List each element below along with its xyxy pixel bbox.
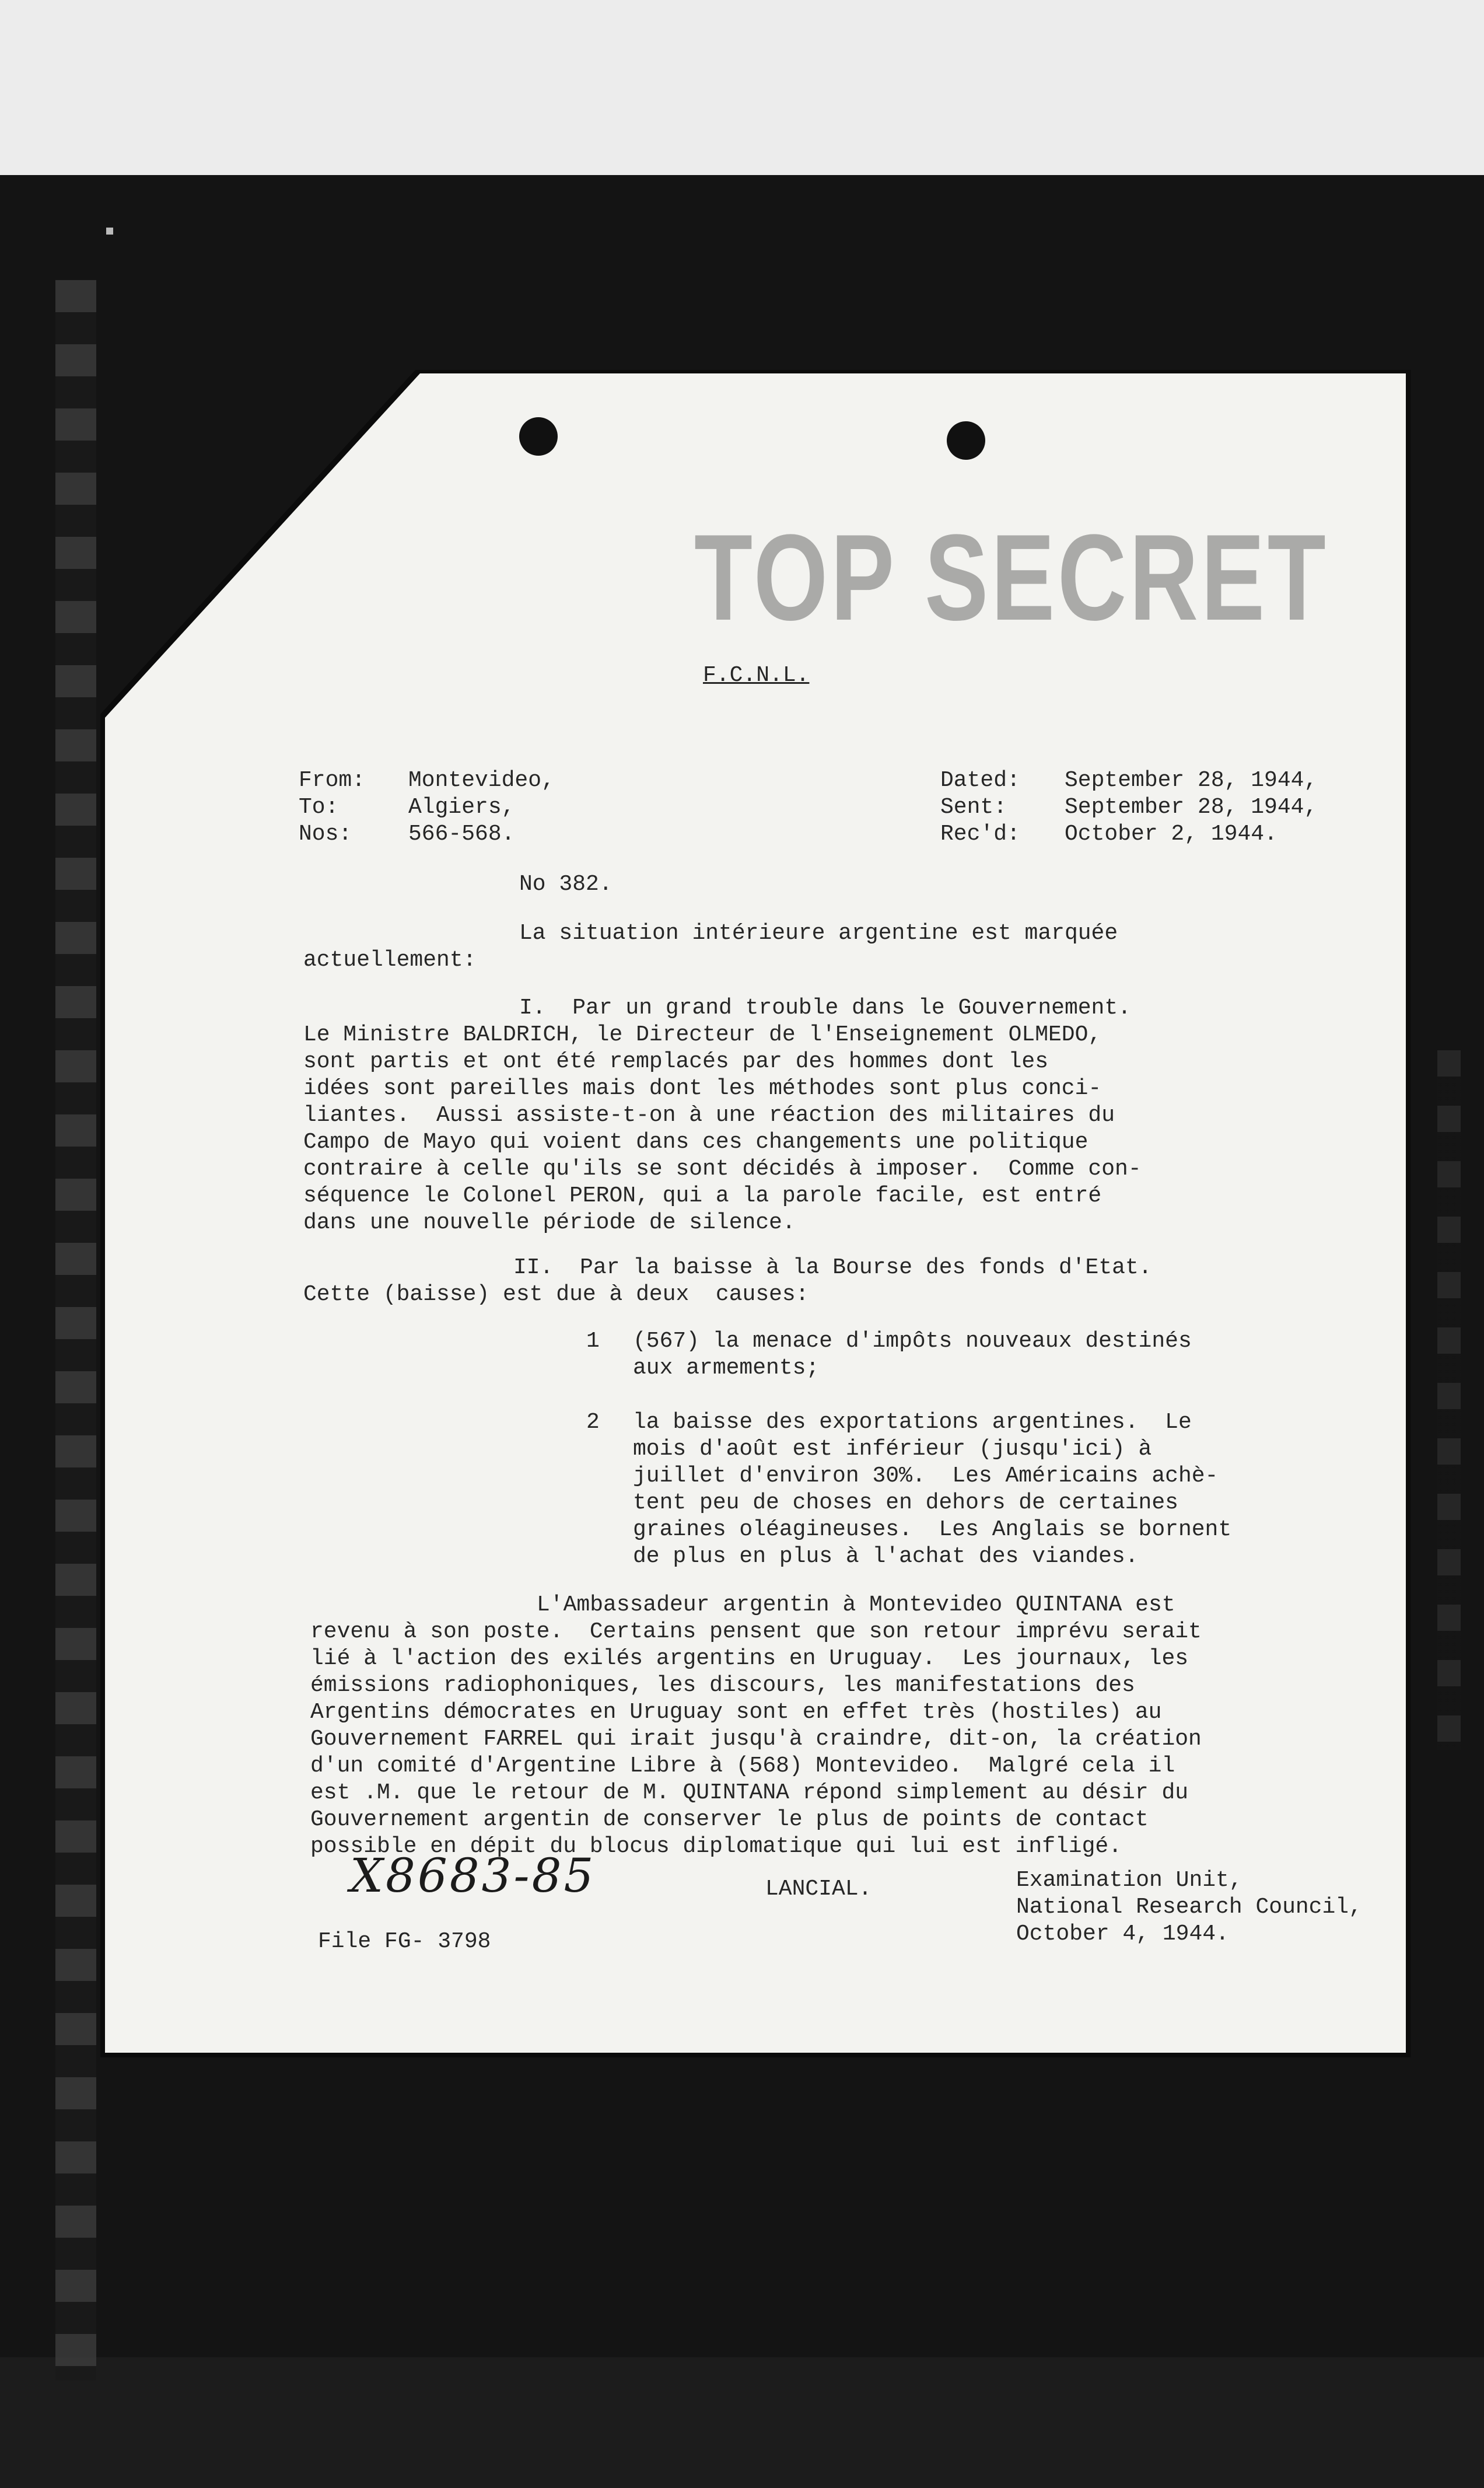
cause2-line: de plus en plus à l'achat des viandes. xyxy=(633,1544,1139,1569)
nos-label: Nos: xyxy=(299,822,352,847)
org-heading: F.C.N.L. xyxy=(703,663,810,688)
examiner-line: Examination Unit, xyxy=(1016,1868,1242,1893)
section1-line: idées sont pareilles mais dont les méthodes sont plus conci- xyxy=(303,1076,1102,1101)
nos-value: 566-568. xyxy=(408,822,515,847)
section2-line: Cette (baisse) est due à deux causes: xyxy=(303,1282,809,1307)
section1-line: I. Par un grand trouble dans le Gouvernement. xyxy=(519,995,1131,1021)
top-secret-stamp: TOP SECRET xyxy=(694,509,1329,646)
section1-line: dans une nouvelle période de silence. xyxy=(303,1210,796,1235)
closing-line: d'un comité d'Argentine Libre à (568) Montevideo. Malgré cela il xyxy=(310,1753,1175,1778)
closing-line: Gouvernement argentin de conserver le plus de points de contact xyxy=(310,1807,1149,1832)
cause1-line: (567) la menace d'impôts nouveaux destinés xyxy=(633,1329,1192,1354)
dated-label: Dated: xyxy=(940,768,1020,793)
dated-value: September 28, 1944, xyxy=(1065,768,1318,793)
section1-line: Le Ministre BALDRICH, le Directeur de l'Enseignement OLMEDO, xyxy=(303,1022,1102,1047)
message-number: No 382. xyxy=(519,872,612,897)
film-bottom-strip xyxy=(0,2357,1484,2488)
closing-line: émissions radiophoniques, les discours, les manifestations des xyxy=(310,1673,1135,1698)
from-value: Montevideo, xyxy=(408,768,555,793)
handwritten-reference: X8683-85 xyxy=(350,1848,596,1903)
examiner-line: October 4, 1944. xyxy=(1016,1921,1229,1947)
to-value: Algiers, xyxy=(408,795,515,820)
closing-line: revenu à son poste. Certains pensent que son retour imprévu serait xyxy=(310,1619,1202,1644)
recd-label: Rec'd: xyxy=(940,822,1020,847)
punch-hole-left xyxy=(519,417,558,456)
film-top-strip xyxy=(0,0,1484,175)
film-sprocket-strip-right xyxy=(1437,1050,1461,1750)
film-sprocket-strip xyxy=(55,280,96,2381)
closing-line: Argentins démocrates en Uruguay sont en effet très (hostiles) au xyxy=(310,1700,1162,1725)
to-label: To: xyxy=(299,795,339,820)
cause2-line: mois d'août est inférieur (jusqu'ici) à xyxy=(633,1437,1152,1462)
signature: LANCIAL. xyxy=(765,1877,872,1902)
closing-line: est .M. que le retour de M. QUINTANA répond simplement au désir du xyxy=(310,1780,1189,1805)
intro-line: actuellement: xyxy=(303,948,477,973)
section1-line: contraire à celle qu'ils se sont décidés à imposer. Comme con- xyxy=(303,1156,1142,1182)
recd-value: October 2, 1944. xyxy=(1065,822,1278,847)
sent-label: Sent: xyxy=(940,795,1007,820)
cause2-number: 2 xyxy=(586,1410,600,1435)
examiner-line: National Research Council, xyxy=(1016,1895,1362,1920)
from-label: From: xyxy=(299,768,366,793)
section2-line: II. Par la baisse à la Bourse des fonds d'Etat. xyxy=(513,1255,1152,1280)
file-reference: File FG- 3798 xyxy=(318,1929,491,1954)
cause1-number: 1 xyxy=(586,1329,600,1354)
sent-value: September 28, 1944, xyxy=(1065,795,1318,820)
section1-line: liantes. Aussi assiste-t-on à une réaction des militaires du xyxy=(303,1103,1115,1128)
section1-line: séquence le Colonel PERON, qui a la parole facile, est entré xyxy=(303,1183,1102,1208)
closing-line: L'Ambassadeur argentin à Montevideo QUINTANA est xyxy=(537,1592,1175,1617)
closing-line: Gouvernement FARREL qui irait jusqu'à craindre, dit-on, la création xyxy=(310,1727,1202,1752)
punch-hole-right xyxy=(947,421,985,460)
cause1-line: aux armements; xyxy=(633,1355,820,1381)
section1-line: Campo de Mayo qui voient dans ces changements une politique xyxy=(303,1130,1088,1155)
cause2-line: graines oléagineuses. Les Anglais se bornent xyxy=(633,1517,1232,1542)
section1-line: sont partis et ont été remplacés par des hommes dont les xyxy=(303,1049,1049,1074)
cause2-line: tent peu de choses en dehors de certaines xyxy=(633,1490,1178,1515)
closing-line: lié à l'action des exilés argentins en Uruguay. Les journaux, les xyxy=(310,1646,1189,1671)
cause2-line: juillet d'environ 30%. Les Américains achè- xyxy=(633,1463,1219,1488)
cause2-line: la baisse des exportations argentines. Le xyxy=(633,1410,1192,1435)
film-mark xyxy=(106,228,113,235)
closing-line: possible en dépit du blocus diplomatique qui lui est infligé. xyxy=(310,1834,1122,1859)
intro-line: La situation intérieure argentine est marquée xyxy=(519,921,1118,946)
